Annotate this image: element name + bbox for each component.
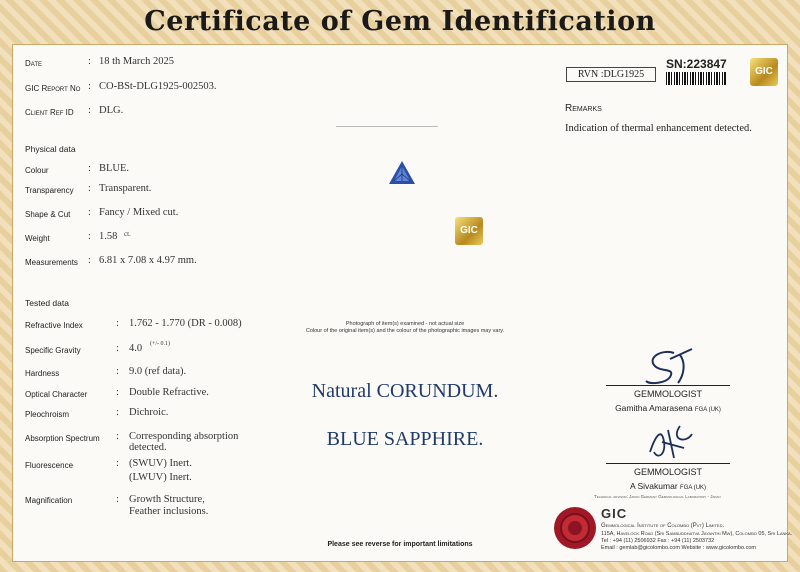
hardness-colon: : <box>116 366 119 377</box>
magnification-colon: : <box>116 494 119 505</box>
hardness-value: 9.0 (ref data). <box>129 366 187 377</box>
specific-gravity-tolerance: (+/- 0.1) <box>150 341 171 347</box>
signature-1-line <box>606 385 730 386</box>
gemmologist-1 <box>606 403 730 413</box>
shape-cut-label: Shape & Cut <box>25 210 71 219</box>
wax-seal-icon <box>553 506 597 550</box>
magnification-value: Growth Structure, <box>129 494 205 505</box>
physical-data-heading: Physical data <box>25 144 76 154</box>
fluorescence-colon: : <box>116 458 119 469</box>
gemmologist-1-name: Gamitha Amarasena <box>615 403 693 413</box>
institute-name: Gemmological Institute of Colombo (Pvt) Limited. <box>601 523 725 529</box>
sapphire-photo <box>388 160 416 186</box>
signature-1 <box>640 345 700 387</box>
refractive-index-colon: : <box>116 318 119 329</box>
signature-2-stroke <box>650 426 692 458</box>
signature-2-line <box>606 463 730 464</box>
gemmologist-1-role: GEMMOLOGIST <box>633 389 702 399</box>
remarks-text: Indication of thermal enhancement detected. <box>565 123 752 134</box>
date-colon: : <box>88 56 91 67</box>
refractive-index-value: 1.762 - 1.770 (DR - 0.008) <box>129 318 242 329</box>
report-no-value: CO-BSt-DLG1925-002503. <box>99 81 217 92</box>
specific-gravity-label: Specific Gravity <box>25 346 81 355</box>
gemmologist-2-qual: FGA (UK) <box>680 485 707 491</box>
institute-address: 115A, Havelock Road (Sri Sambuddhatva Jayanthi Mw), Colombo 05, Sri Lanka. <box>601 531 793 537</box>
institute-short: GIC <box>601 506 628 521</box>
gic-hologram-top: GIC <box>750 58 778 86</box>
measurements-label: Measurements <box>25 258 78 267</box>
refractive-index-label: Refractive Index <box>25 321 83 330</box>
weight-label: Weight <box>25 234 50 243</box>
date-value: 18 th March 2025 <box>99 56 174 67</box>
magnification-value-2: Feather inclusions. <box>129 506 209 517</box>
optical-character-label: Optical Character <box>25 390 88 399</box>
report-no-colon: : <box>88 81 91 92</box>
optical-character-value: Double Refractive. <box>129 387 209 398</box>
report-no-label: GIC Report No <box>25 84 81 93</box>
absorption-spectrum-label: Absorption Spectrum <box>25 434 100 443</box>
gemmologist-2-name: A Sivakumar <box>629 481 678 491</box>
barcode <box>666 72 726 85</box>
gemmologist-2-role: GEMMOLOGIST <box>633 467 702 477</box>
gemmologist-1-qual: FGA (UK) <box>694 407 721 413</box>
specific-gravity-value: 4.0 <box>129 343 143 354</box>
colour-label: Colour <box>25 166 49 175</box>
fluorescence-sw-value: (SWUV) Inert. <box>129 458 192 469</box>
transparency-label: Transparency <box>25 186 74 195</box>
transparency-value: Transparent. <box>99 183 152 194</box>
gemmologist-2 <box>606 481 730 491</box>
result-variety: BLUE SAPPHIRE. <box>326 428 484 450</box>
photo-caption-line-2: Colour of the original item(s) and the colour of the photographic images may vary. <box>305 328 505 334</box>
absorption-spectrum-value: Corresponding absorption <box>129 431 239 442</box>
shape-cut-value: Fancy / Mixed cut. <box>99 207 179 218</box>
client-ref-value: DLG. <box>99 105 124 116</box>
tested-data-heading: Tested data <box>25 298 69 308</box>
hardness-label: Hardness <box>25 369 60 378</box>
institute-phone: Tel : +94 (11) 2506932 Fax : +94 (11) 2503732 <box>601 538 715 544</box>
gic-hologram-center: GIC <box>455 217 483 245</box>
remarks-heading: Remarks <box>565 103 602 114</box>
reverse-note: Please see reverse for important limitations <box>327 541 473 548</box>
weight-colon: : <box>88 231 91 242</box>
shape-cut-colon: : <box>88 207 91 218</box>
technical-advisor: Technical advisor: Japan Germany Gemmological Laboratory - Japan <box>594 494 721 499</box>
pleochroism-colon: : <box>116 407 119 418</box>
certificate-title: Certificate of Gem Identification <box>144 6 656 37</box>
transparency-colon: : <box>88 183 91 194</box>
signature-1-stroke <box>646 349 692 383</box>
weight-unit: ct. <box>124 230 131 238</box>
photo-caption-line-1: Photograph of item(s) examined - not actual size <box>345 321 465 327</box>
pleochroism-label: Pleochroism <box>25 410 70 419</box>
pleochroism-value: Dichroic. <box>129 407 169 418</box>
measurements-colon: : <box>88 255 91 266</box>
photo-area-rule <box>336 126 438 127</box>
magnification-label: Magnification <box>25 496 73 505</box>
weight-value: 1.58 <box>99 231 118 242</box>
date-label: Date <box>25 59 43 68</box>
rvn-box: RVN :DLG1925 <box>566 67 656 82</box>
absorption-spectrum-colon: : <box>116 431 119 442</box>
client-ref-colon: : <box>88 105 91 116</box>
absorption-spectrum-value-2: detected. <box>129 442 167 453</box>
result-species: Natural CORUNDUM. <box>311 380 499 402</box>
serial-number: SN:223847 <box>666 57 727 71</box>
photo-caption <box>270 321 540 335</box>
institute-email: Email : gemlab@gicolombo.com Website : www.gicolombo.com <box>601 545 756 551</box>
signature-2 <box>640 422 696 464</box>
seal-center <box>568 521 582 535</box>
optical-character-colon: : <box>116 387 119 398</box>
fluorescence-lw-value: (LWUV) Inert. <box>129 472 192 483</box>
colour-colon: : <box>88 163 91 174</box>
specific-gravity-colon: : <box>116 343 119 354</box>
measurements-value: 6.81 x 7.08 x 4.97 mm. <box>99 255 197 266</box>
colour-value: BLUE. <box>99 163 130 174</box>
client-ref-label: Client Ref ID <box>25 108 74 117</box>
fluorescence-label: Fluorescence <box>25 461 74 470</box>
